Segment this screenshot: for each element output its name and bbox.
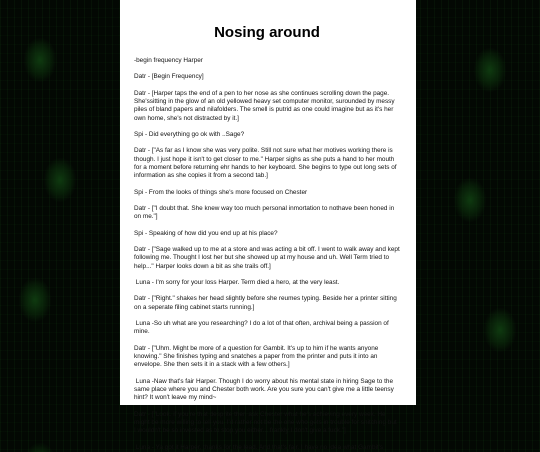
transcript-line: Luna -Naw that's fair Harper. Though I do worry about his mental state in hiring Sage to the same place where you and Chester both work. Are you sure you can't give me a little teensy hint? It won't leave my mind~ [134,377,396,402]
page-title: Nosing around [214,24,320,41]
transcript-line: -begin frequency Harper [134,57,203,64]
transcript-line: Spi - Did everything go ok with ..Sage? [134,130,245,138]
post-content-panel [120,0,416,451]
transcript-line: Datr - [Begin Frequency] [134,73,204,81]
transcript-line: Spi - Speaking of how did you end up at his place? [134,229,278,237]
transcript-line: Datr - ["Right." shakes her head slightly before she reumes typing. Beside her a printer sitting on a seperate filing cabinet starts running.] [134,295,399,311]
transcript-line: Datr - ["As far as I know she was very polite. Still not sure what her motives working there is though. I just hope it isn't to get closer to me." Harper sighs as she puts a hand to her mouth for a moment before returning ehr hands to her keyboard. She begins to type out long sets of information as she copies it from a second tab.] [134,147,399,180]
transcript-line: Datr - [Harper taps the end of a pen to her nose as she continues scrolling down the page. She'ssitting in the glow of an old yellowed heavy set computer monitor, surounded by messy piles of bland papers and nilafolders. The smell is putrid as one could imagine but as it's her own home, she's not distracted by it.] [134,89,397,122]
transcript-line: Spi - From the looks of things she's more focused on Chester [134,188,308,196]
transcript-line: Luna - I'm sorry for your loss Harper. Term died a hero, at the very least. [134,278,340,286]
transcript-line: Luna - Ya got it Harper, thanks for the lead. And that's fair. I have no idea what Gambit's [134,443,384,451]
transcript-line: Luna -So uh what are you researching? I do a lot of that often, archival being a passion of mine. [134,319,391,336]
transcript-line: Datr - ["I doubt that. She knew way too much personal inmortation to nothave been honed in on me."] [134,204,396,221]
transcript [134,57,400,452]
transcript-line: Datr - ["Look. if you're that desprite then ask Chester what he's achieving every week. He might be more willing to tell you. I'd rather not be the one who gets in trouble for snitching but I wouldn't be so invested as to stop you either... frankly I don't give a fuck."] [134,410,399,435]
transcript-line: Datr - ["Sage walked up to me at a store and was acting a bit off. I went to walk away and kept following me. Thought I lost her but she showed up at my house and uh. Well Term tried to help..." Harper looks down a bit as she trails off.] [134,245,402,270]
transcript-line: Datr - ["Uhm. Might be more of a question for Gambit. It's up to him if he wants anyone knowing." She finishes typing and snatches a paper from the printer and puts it into an envelope. She then sets it in a stack with a few others.] [134,344,381,369]
